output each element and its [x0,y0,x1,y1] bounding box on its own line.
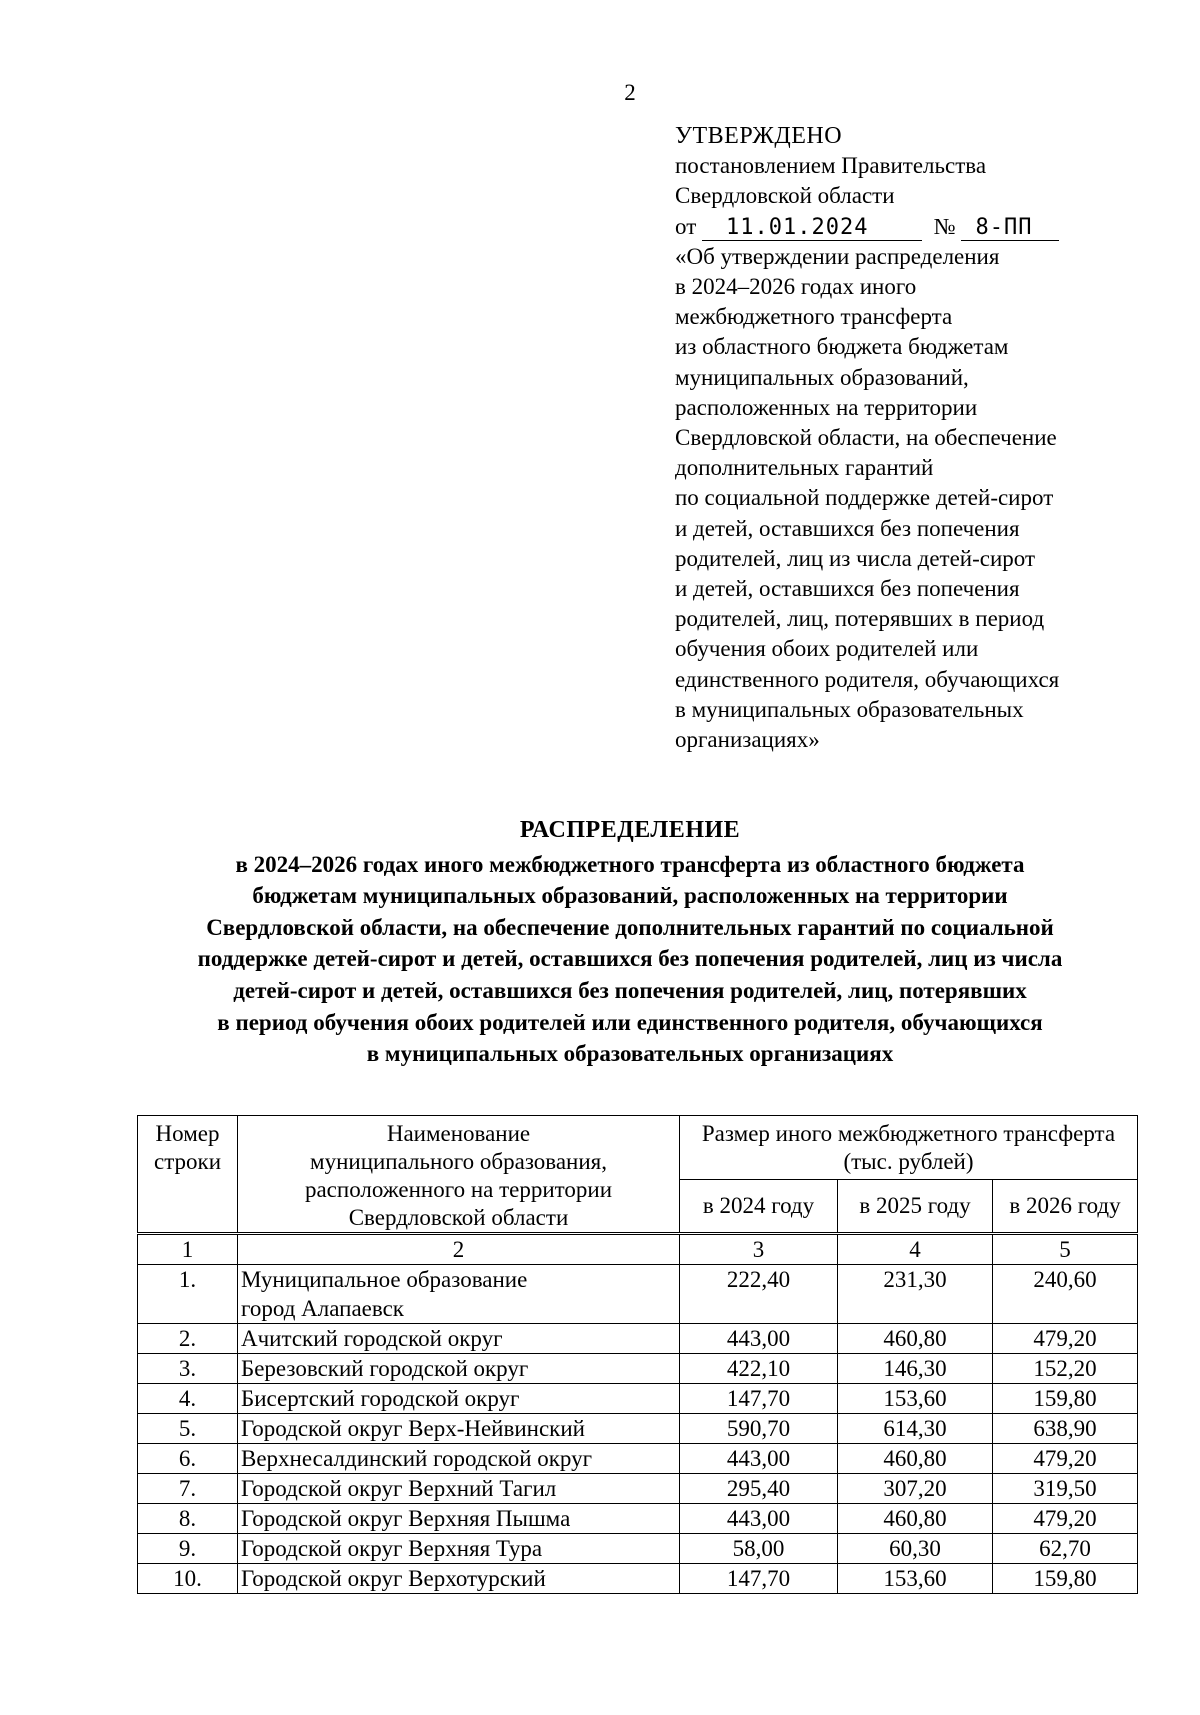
municipality-name [238,1534,680,1564]
header-municipality-name: Наименование муниципального образования, расположенного на территории Свердловской области [238,1116,680,1234]
header-year-2025: в 2025 году [838,1179,993,1233]
value-2025: 231,30 [838,1265,993,1324]
column-index: 5 [993,1234,1138,1265]
table-row [138,1444,1138,1474]
value-2026: 159,80 [993,1564,1138,1594]
row-number: 3. [138,1354,238,1384]
row-number: 10. [138,1564,238,1594]
municipality-name [238,1414,680,1444]
approval-subject-line: и детей, оставшихся без попечения [675,515,1020,541]
value-2024: 443,00 [680,1444,838,1474]
municipality-name [238,1265,680,1324]
value-2025: 460,80 [838,1504,993,1534]
value-2024: 147,70 [680,1384,838,1414]
approval-line-2: Свердловской области [675,183,895,209]
table-row [138,1504,1138,1534]
municipality-name-line: Бисертский городской округ [241,1386,520,1411]
value-2026: 479,20 [993,1324,1138,1354]
municipality-name-line: Городской округ Верхотурский [241,1566,546,1591]
table-row [138,1414,1138,1444]
municipality-name-line: Городской округ Верхняя Тура [241,1536,543,1561]
value-2025: 307,20 [838,1474,993,1504]
municipality-name [238,1354,680,1384]
document-title [140,815,1120,1070]
municipality-name-line: Городской округ Верхняя Пышма [241,1506,571,1531]
approval-subject-line: в 2024–2026 годах иного [675,274,917,300]
header-transfer-size: Размер иного межбюджетного трансферта (тыс. рублей) [680,1116,1138,1180]
approval-subject-line: межбюджетного трансферта [675,304,953,330]
date-prefix: от [675,213,697,239]
value-2025: 146,30 [838,1354,993,1384]
row-number: 1. [138,1265,238,1324]
column-index: 3 [680,1234,838,1265]
approval-subject-line: Свердловской области, на обеспечение [675,425,1057,451]
value-2026: 152,20 [993,1354,1138,1384]
row-number: 8. [138,1504,238,1534]
value-2025: 460,80 [838,1324,993,1354]
value-2026: 240,60 [993,1265,1138,1324]
row-number: 4. [138,1384,238,1414]
approval-subject [675,242,1175,755]
approval-date: 11.01.2024 [702,216,922,241]
municipality-name-line: город Алапаевск [241,1296,404,1321]
approval-line-1: постановлением Правительства [675,153,987,179]
distribution-table [137,1115,1138,1594]
value-2024: 422,10 [680,1354,838,1384]
column-index-row [138,1234,1138,1265]
title-line: в период обучения обоих родителей или единственного родителя, обучающихся [217,1009,1043,1035]
value-2026: 319,50 [993,1474,1138,1504]
approval-subject-line: из областного бюджета бюджетам [675,334,1009,360]
column-index: 2 [238,1234,680,1265]
title-line: в 2024–2026 годах иного межбюджетного трансферта из областного бюджета [235,851,1025,877]
value-2025: 614,30 [838,1414,993,1444]
approval-date-line [675,212,1175,242]
title-line: в муниципальных образовательных организациях [366,1041,894,1067]
municipality-name [238,1504,680,1534]
table-row [138,1384,1138,1414]
table-row [138,1564,1138,1594]
row-number: 7. [138,1474,238,1504]
municipality-name [238,1384,680,1414]
value-2025: 153,60 [838,1384,993,1414]
value-2026: 159,80 [993,1384,1138,1414]
column-index: 1 [138,1234,238,1265]
title-line: детей-сирот и детей, оставшихся без попечения родителей, лиц, потерявших [233,977,1027,1003]
approval-subject-line: расположенных на территории [675,394,978,420]
approval-subject-line: организациях» [675,727,820,753]
approval-number: 8-ПП [961,216,1059,241]
approval-block [675,121,1175,755]
table-row [138,1265,1138,1324]
approval-subject-line: родителей, лиц из числа детей-сирот [675,545,1036,571]
value-2024: 222,40 [680,1265,838,1324]
table-row [138,1474,1138,1504]
approval-subject-line: единственного родителя, обучающихся [675,666,1060,692]
municipality-name [238,1474,680,1504]
approval-subject-line: «Об утверждении распределения [675,243,1000,269]
value-2025: 153,60 [838,1564,993,1594]
value-2025: 460,80 [838,1444,993,1474]
municipality-name-line: Городской округ Верх-Нейвинский [241,1416,585,1441]
value-2024: 147,70 [680,1564,838,1594]
row-number: 2. [138,1324,238,1354]
value-2024: 443,00 [680,1324,838,1354]
municipality-name-line: Муниципальное образование [241,1267,528,1292]
title-line: поддержке детей-сирот и детей, оставшихся без попечения родителей, лиц из числа [197,946,1063,972]
approval-subject-line: дополнительных гарантий [675,455,934,481]
column-index: 4 [838,1234,993,1265]
title-line: бюджетам муниципальных образований, расположенных на территории [252,883,1008,909]
value-2026: 479,20 [993,1504,1138,1534]
row-number: 5. [138,1414,238,1444]
approval-subject-line: в муниципальных образовательных [675,696,1024,722]
value-2026: 479,20 [993,1444,1138,1474]
value-2026: 62,70 [993,1534,1138,1564]
title-line: Свердловской области, на обеспечение дополнительных гарантий по социальной [206,914,1054,940]
table-row [138,1354,1138,1384]
municipality-name-line: Ачитский городской округ [241,1326,503,1351]
municipality-name [238,1564,680,1594]
number-prefix: № [933,213,956,239]
value-2025: 60,30 [838,1534,993,1564]
row-number: 9. [138,1534,238,1564]
approval-subject-line: по социальной поддержке детей-сирот [675,485,1054,511]
municipality-name [238,1324,680,1354]
approval-subject-line: и детей, оставшихся без попечения [675,576,1020,602]
approval-heading: УТВЕРЖДЕНО [675,123,843,149]
table-row [138,1324,1138,1354]
value-2024: 443,00 [680,1504,838,1534]
value-2024: 295,40 [680,1474,838,1504]
row-number: 6. [138,1444,238,1474]
approval-subject-line: муниципальных образований, [675,364,969,390]
value-2024: 590,70 [680,1414,838,1444]
value-2024: 58,00 [680,1534,838,1564]
municipality-name-line: Городской округ Верхний Тагил [241,1476,557,1501]
municipality-name [238,1444,680,1474]
table-row [138,1534,1138,1564]
municipality-name-line: Березовский городской округ [241,1356,529,1381]
page-number: 2 [624,80,636,105]
header-year-2026: в 2026 году [993,1179,1138,1233]
approval-subject-line: обучения обоих родителей или [675,636,979,662]
title-heading: РАСПРЕДЕЛЕНИЕ [519,817,741,843]
title-description [140,849,1120,1070]
municipality-name-line: Верхнесалдинский городской округ [241,1446,593,1471]
header-row-number: Номер строки [138,1116,238,1234]
header-year-2024: в 2024 году [680,1179,838,1233]
value-2026: 638,90 [993,1414,1138,1444]
approval-subject-line: родителей, лиц, потерявших в период [675,606,1045,632]
